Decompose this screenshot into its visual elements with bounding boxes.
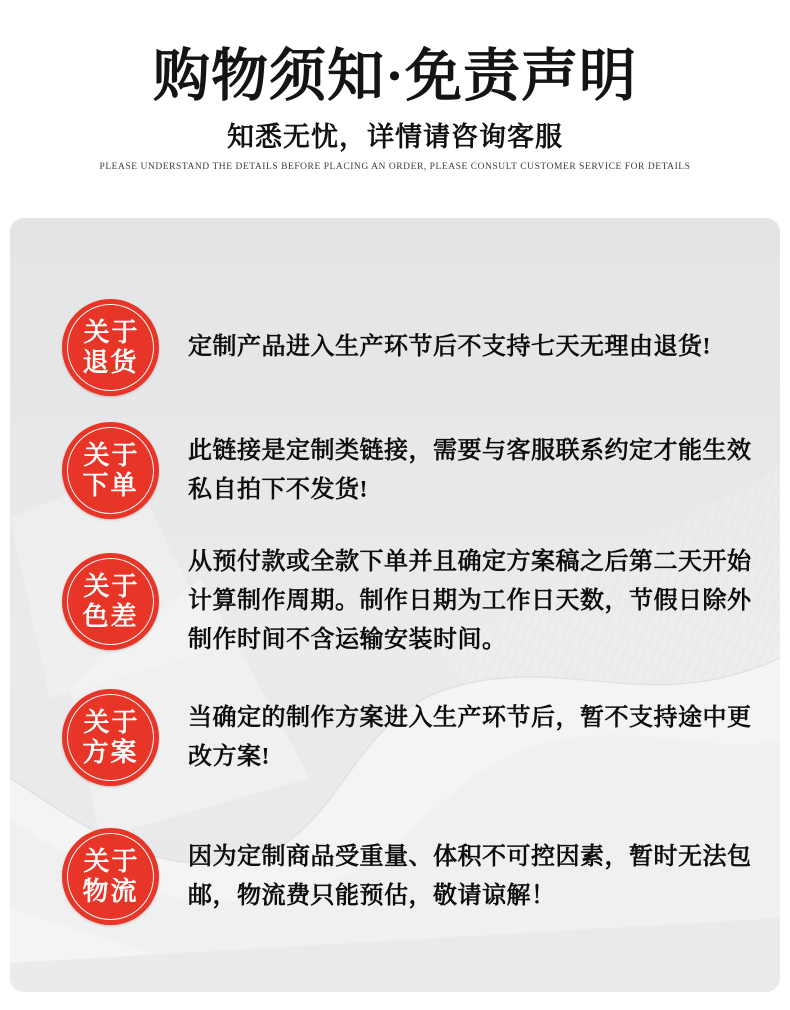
notice-row-returns [62, 299, 762, 396]
notice-line: 制作时间不含运输安装时间。 [188, 627, 507, 653]
badge-order-label: 关于 下单 [82, 440, 140, 500]
badge-returns-label: 关于 退货 [82, 317, 140, 377]
badge-plan [62, 689, 159, 786]
notice-line: 因为定制商品受重量、体积不可控因素，暂时无法包 [188, 843, 752, 870]
notice-text-order [188, 432, 752, 510]
badge-returns [62, 299, 159, 396]
badge-logistics [62, 828, 159, 925]
notice-text-returns [188, 328, 711, 367]
page-title: 购物须知·免责声明 [152, 45, 637, 108]
notice-text-color-difference [188, 543, 752, 660]
notice-card [10, 218, 780, 992]
badge-plan-label: 关于 方案 [82, 707, 140, 767]
notice-text-logistics [188, 838, 752, 916]
notice-row-color-difference [62, 543, 762, 660]
badge-color-difference [62, 553, 159, 650]
notice-row-plan [62, 689, 762, 786]
notice-row-order [62, 422, 762, 519]
notice-line: 从预付款或全款下单并且确定方案稿之后第二天开始 [188, 549, 752, 575]
notice-line: 定制产品进入生产环节后不支持七天无理由退货! [188, 334, 711, 360]
badge-logistics-label: 关于 物流 [82, 846, 140, 906]
badge-color-difference-label: 关于 色差 [82, 571, 140, 631]
notice-text-plan [188, 699, 752, 777]
page-caption-en: PLEASE UNDERSTAND THE DETAILS BEFORE PLACING AN ORDER, PLEASE CONSULT CUSTOMER SERVICE FOR DETAILS [99, 162, 691, 172]
notice-line: 私自拍下不发货! [188, 476, 368, 503]
notice-line: 当确定的制作方案进入生产环节后，暂不支持途中更 [188, 704, 752, 731]
header [0, 0, 790, 173]
notice-row-logistics [62, 828, 762, 925]
notice-line: 计算制作周期。制作日期为工作日天数，节假日除外 [188, 588, 752, 614]
notice-line: 邮，物流费只能预估，敬请谅解！ [188, 882, 556, 909]
notice-line: 改方案! [188, 743, 270, 770]
page-subtitle: 知悉无忧，详情请咨询客服 [227, 122, 563, 152]
notice-line: 此链接是定制类链接，需要与客服联系约定才能生效 [188, 437, 752, 464]
badge-order [62, 422, 159, 519]
